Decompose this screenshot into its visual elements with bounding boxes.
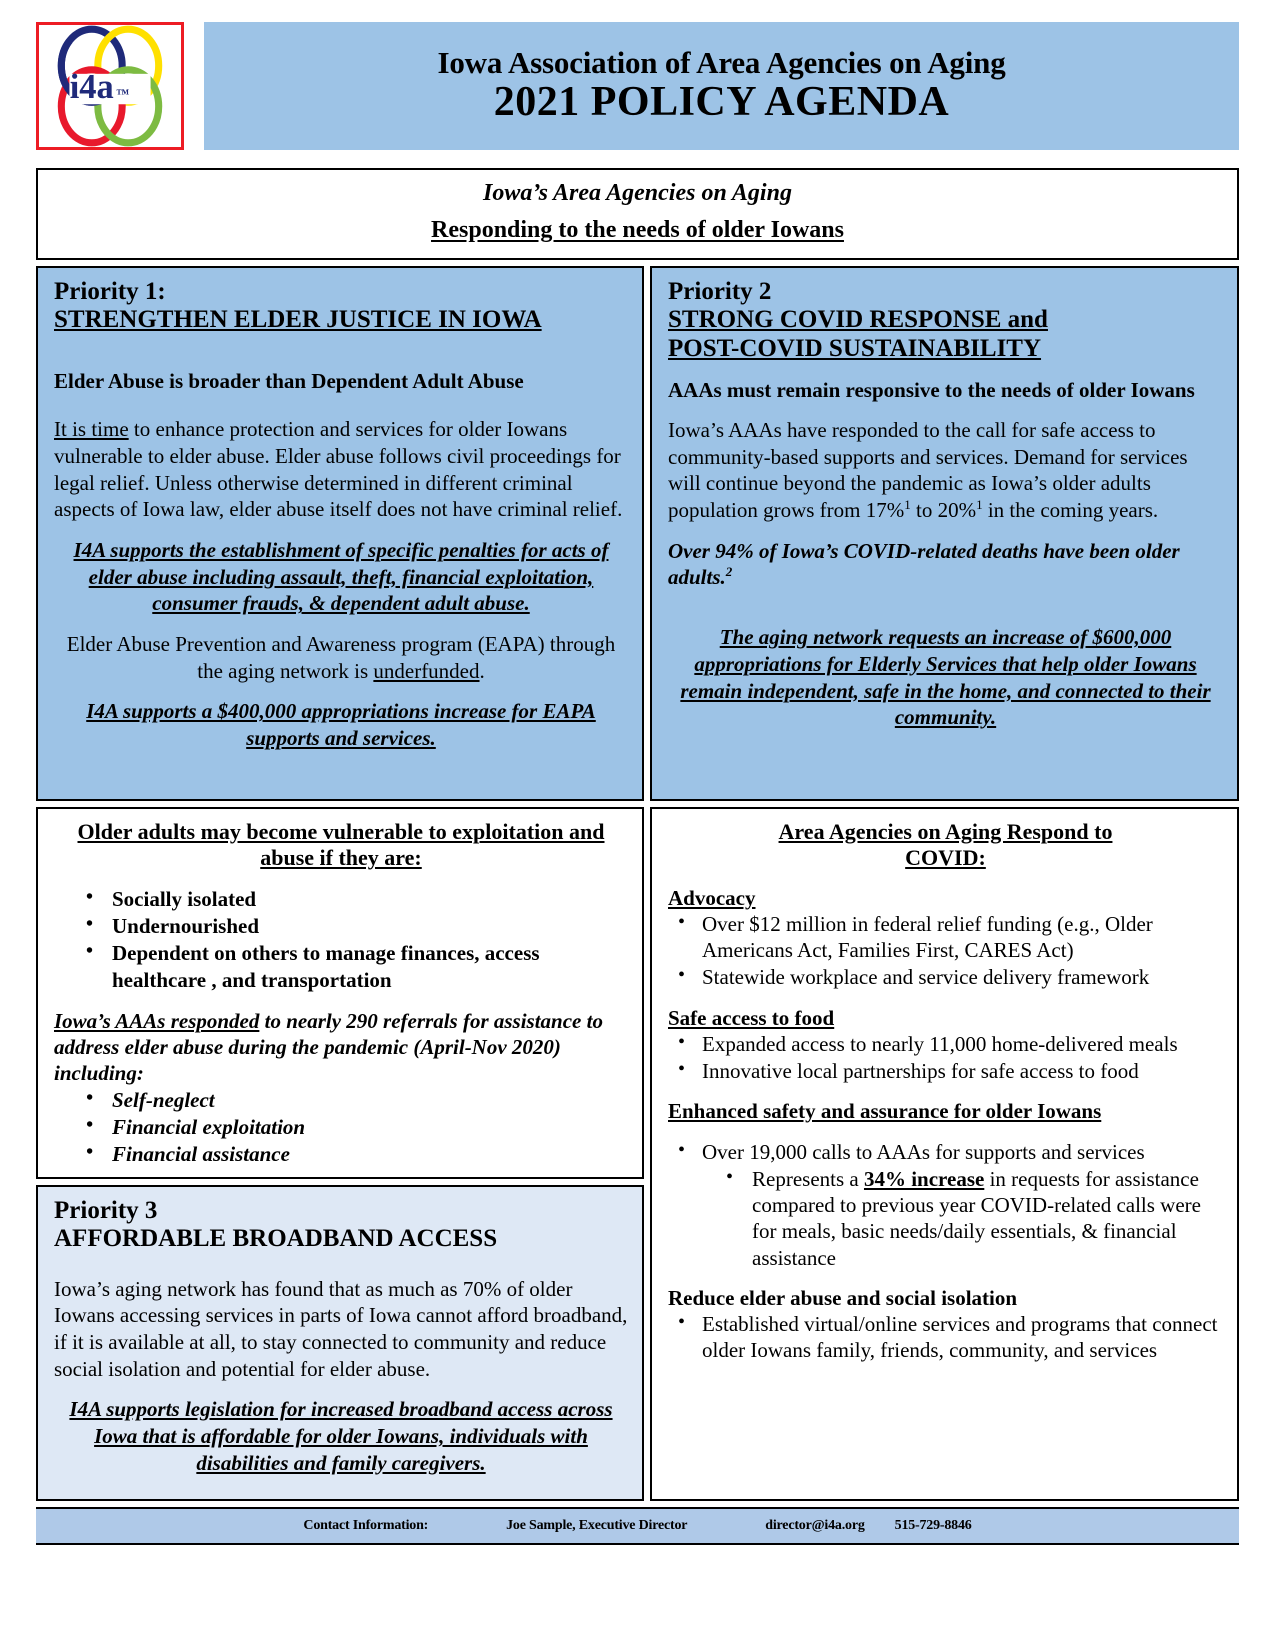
covid-response-heading-line-2: COVID:	[905, 845, 986, 871]
priority-2-body	[668, 417, 1223, 524]
priority-1-lead: Elder Abuse is broader than Dependent Adult Abuse	[54, 368, 524, 393]
organization-name: Iowa Association of Area Agencies on Aging	[437, 44, 1006, 80]
list-item: • Over 19,000 calls to AAAs for supports and services	[668, 1139, 1223, 1165]
list-item	[668, 1166, 1223, 1271]
priority-2-body-b: to 20%	[910, 498, 977, 523]
document-title: 2021 POLICY AGENDA	[493, 79, 950, 126]
subbullet-pre: Represents a	[752, 1166, 864, 1191]
right-column	[650, 266, 1239, 1501]
referrals-emphasis: Iowa’s AAAs responded	[54, 1008, 260, 1033]
priority-1-eapa-emphasis: underfunded	[373, 658, 480, 683]
priority-2-title-line-2: POST-COVID SUSTAINABILITY	[668, 334, 1042, 362]
priority-2-body-c: in the coming years.	[982, 498, 1159, 523]
document-header	[36, 22, 1239, 162]
safety-subbullet-list	[668, 1166, 1223, 1271]
covid-response-panel	[650, 807, 1239, 1501]
food-bullet-list	[668, 1031, 1223, 1085]
list-item: • Socially isolated	[54, 886, 628, 912]
priority-1-body	[54, 416, 628, 523]
priority-1-eapa-period: .	[479, 658, 485, 683]
contact-name: Joe Sample, Executive Director	[506, 1518, 688, 1533]
priority-1-callout-1: I4A supports the establishment of specific penalties for acts of elder abuse including assault, theft, financial exploitation, consumer frauds, & dependent adult abuse.	[73, 537, 609, 616]
referrals-paragraph	[54, 1008, 628, 1087]
vulnerable-bullet-list	[54, 886, 628, 993]
referrals-rest: to nearly 290 referrals for assistance to address elder abuse during the pandemic (April-Nov 2020) including:	[54, 1008, 603, 1086]
contact-label: Contact Information:	[303, 1518, 429, 1533]
priority-1-panel	[36, 266, 644, 801]
contact-email[interactable]: director@i4a.org	[765, 1518, 865, 1533]
priority-2-stat	[668, 538, 1223, 591]
list-item: • Financial assistance	[54, 1141, 628, 1167]
priority-2-stat-text: Over 94% of Iowa’s COVID-related deaths have been older adults.	[668, 538, 1180, 589]
list-item: • Financial exploitation	[54, 1114, 628, 1140]
priority-1-eapa-text: Elder Abuse Prevention and Awareness program (EAPA) through the aging network is	[66, 631, 616, 683]
list-item: • Self-neglect	[54, 1087, 628, 1113]
safety-bullet-list	[668, 1139, 1223, 1165]
priority-1-eapa	[54, 631, 628, 684]
priority-3-title: AFFORDABLE BROADBAND ACCESS	[54, 1225, 498, 1252]
priority-3-callout: I4A supports legislation for increased broadband access across Iowa that is affordable for older Iowans, individuals with disabilities and family caregivers.	[69, 1397, 613, 1475]
logo-wordmark: i4a	[69, 68, 114, 107]
contact-footer	[36, 1507, 1239, 1545]
advocacy-bullet-list	[668, 911, 1223, 991]
priority-1-kicker: Priority 1:	[54, 278, 166, 305]
list-item: • Undernourished	[54, 913, 628, 939]
i4a-logo-icon	[39, 25, 181, 147]
contact-phone[interactable]: 515-729-8846	[894, 1518, 972, 1533]
subtitle-primary: Iowa’s Area Agencies on Aging	[483, 180, 792, 206]
priority-1-callout-2: I4A supports a $400,000 appropriations increase for EAPA supports and services.	[86, 699, 596, 750]
section-title-safe-access-to-food: Safe access to food	[668, 1005, 835, 1030]
priority-2-lead: AAAs must remain responsive to the needs of older Iowans	[668, 377, 1195, 402]
priority-2-callout: The aging network requests an increase of $600,000 appropriations for Elderly Services that help older Iowans remain independent, safe in the home, and connected to their community.	[680, 625, 1211, 730]
section-title-advocacy: Advocacy	[668, 885, 756, 910]
subtitle-box	[36, 168, 1239, 260]
list-item: • Expanded access to nearly 11,000 home-delivered meals	[668, 1031, 1223, 1057]
list-item: • Innovative local partnerships for safe access to food	[668, 1058, 1223, 1084]
footnote-ref-1: 1	[904, 497, 911, 513]
priority-2-body-a: Iowa’s AAAs have responded to the call for safe access to community-based supports and services. Demand for services will continue beyond the pandemic as Iowa’s older adults population grows from 17%	[668, 418, 1188, 523]
footnote-ref-1b: 1	[976, 497, 983, 513]
priority-1-title: STRENGTHEN ELDER JUSTICE IN IOWA	[54, 306, 542, 333]
covid-response-heading-line-1: Area Agencies on Aging Respond to	[778, 819, 1113, 844]
subtitle-secondary: Responding to the needs of older Iowans	[431, 217, 844, 243]
vulnerable-heading: Older adults may become vulnerable to exploitation and abuse if they are:	[77, 819, 605, 871]
section-title-enhanced-safety: Enhanced safety and assurance for older Iowans	[668, 1099, 1102, 1124]
list-item: • Statewide workplace and service delivery framework	[668, 964, 1223, 990]
subbullet-emphasis: 34% increase	[863, 1166, 985, 1191]
referral-bullet-list	[54, 1087, 628, 1168]
priority-3-kicker: Priority 3	[54, 1197, 158, 1224]
priority-2-kicker: Priority 2	[668, 278, 772, 305]
priority-3-panel	[36, 1185, 644, 1501]
vulnerable-panel	[36, 807, 644, 1179]
priority-3-body: Iowa’s aging network has found that as much as 70% of older Iowans accessing services in parts of Iowa cannot afford broadband, if it is available at all, to stay connected to community and reduce social isolation and potential for elder abuse.	[54, 1276, 628, 1381]
left-column	[36, 266, 644, 1501]
priority-2-panel	[650, 266, 1239, 801]
subbullet-post: in requests for assistance compared to previous year COVID-related calls were for meals, basic needs/daily essentials, & financial assistance	[752, 1166, 1201, 1270]
title-band	[204, 22, 1239, 150]
section-title-reduce-elder-abuse: Reduce elder abuse and social isolation	[668, 1285, 1018, 1310]
footnote-ref-2: 2	[725, 563, 733, 579]
list-item: • Dependent on others to manage finances, access healthcare , and transportation	[54, 940, 628, 993]
priority-1-body-rest: to enhance protection and services for older Iowans vulnerable to elder abuse. Elder abuse follows civil proceedings for legal relief. Unless otherwise determined in different criminal aspects of Iowa law, elder abuse itself does not have criminal relief.	[54, 417, 623, 522]
logo-trademark: ™	[116, 86, 130, 102]
main-content	[36, 266, 1239, 1501]
list-item: • Over $12 million in federal relief funding (e.g., Older Americans Act, Families First, CARES Act)	[668, 911, 1223, 964]
list-item: • Established virtual/online services and programs that connect older Iowans family, friends, community, and services	[668, 1311, 1223, 1364]
priority-1-body-emphasis: It is time	[54, 417, 129, 442]
i4a-logo	[36, 22, 184, 150]
reduce-abuse-bullet-list	[668, 1311, 1223, 1364]
priority-2-title-line-1: STRONG COVID RESPONSE and	[668, 306, 1048, 333]
